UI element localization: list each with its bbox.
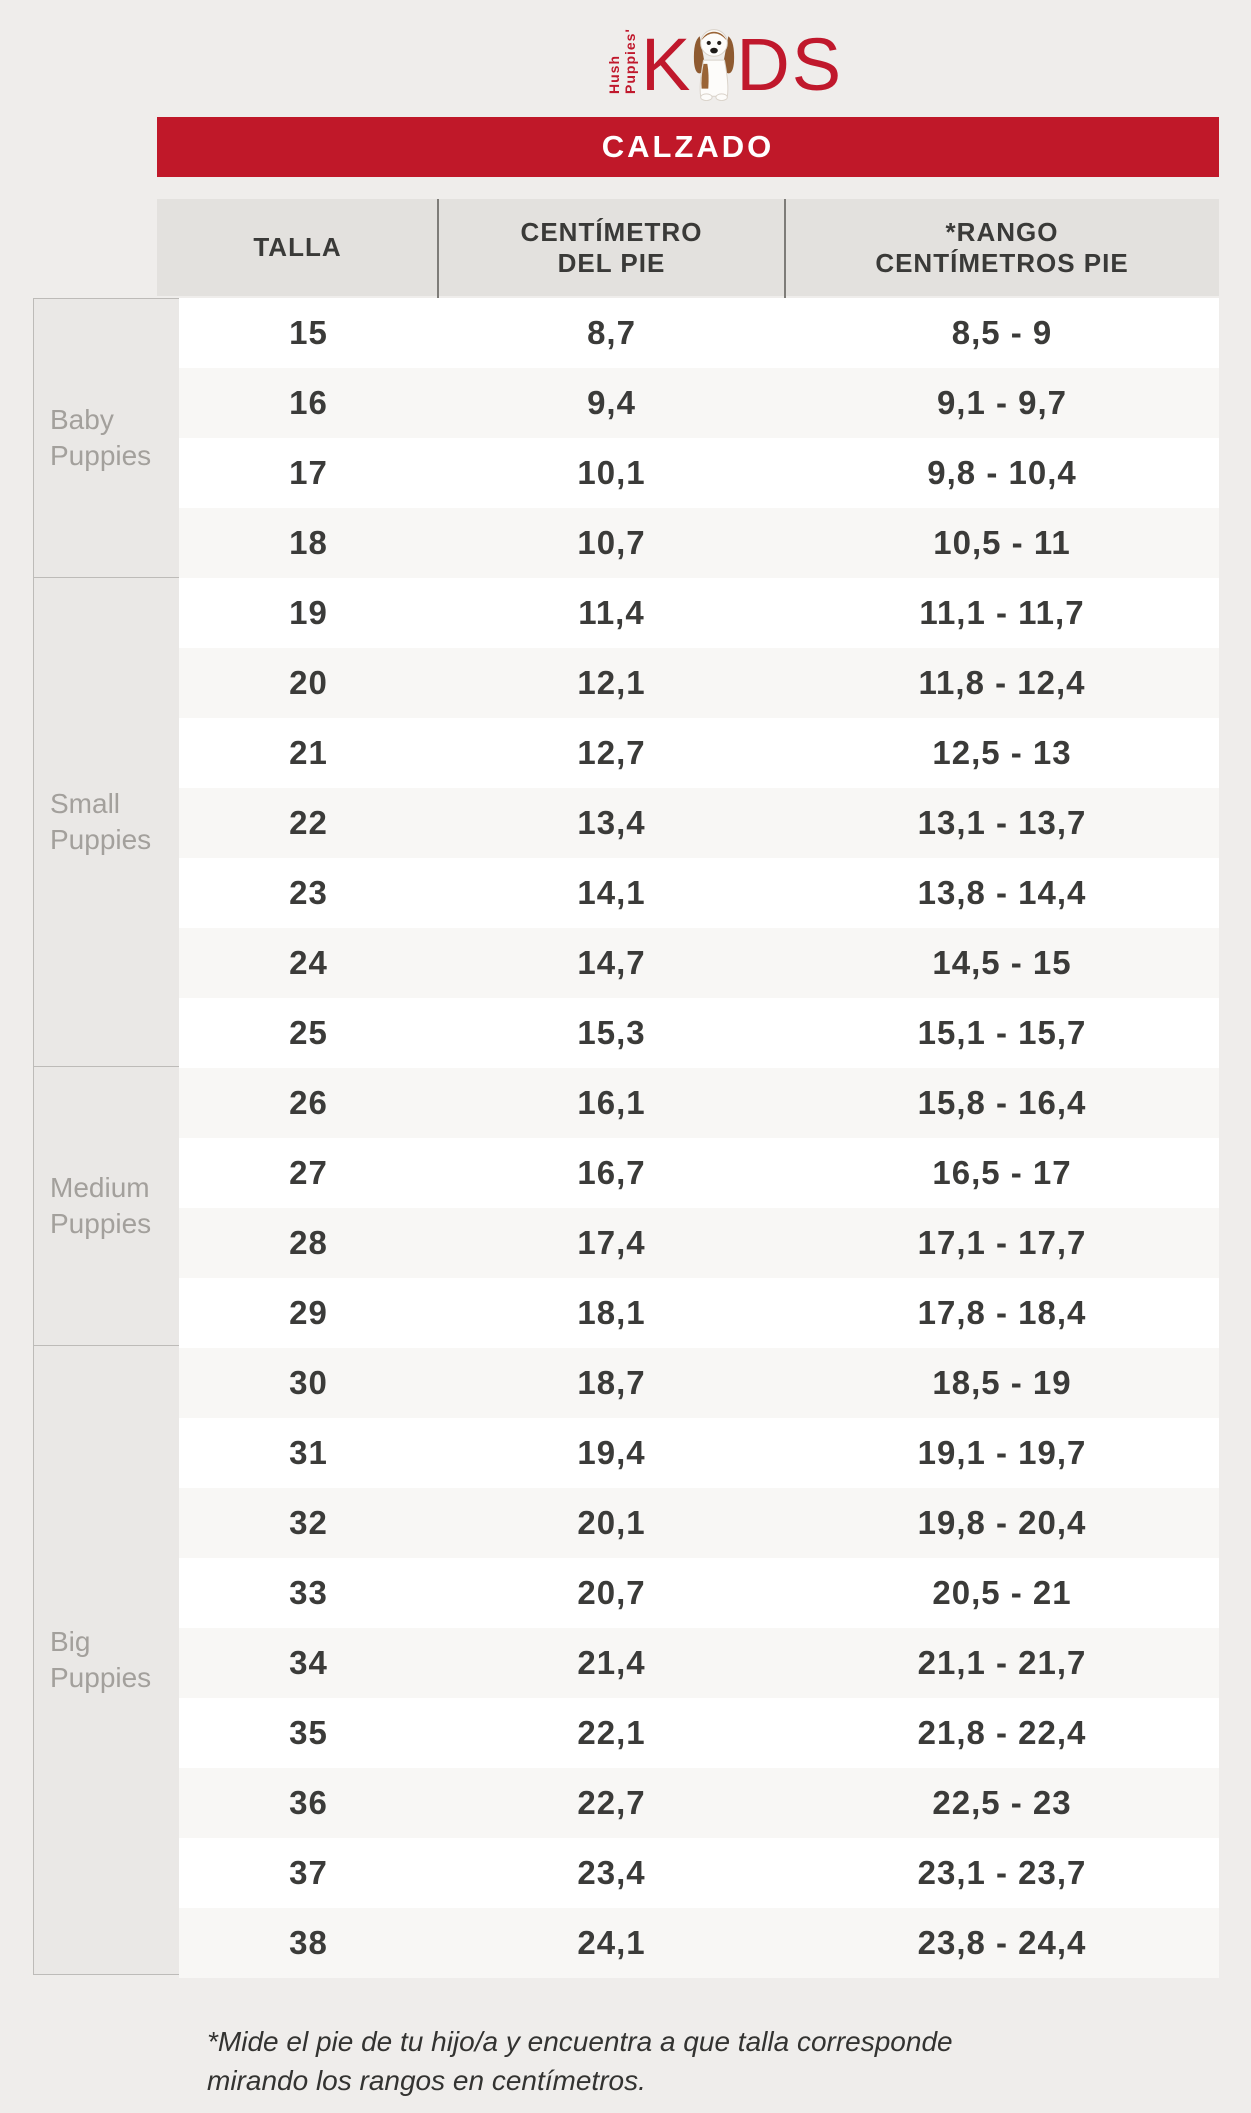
table-row (179, 438, 1219, 508)
footnote-line2: mirando los rangos en centímetros. (207, 2065, 646, 2097)
cm-cell: 13,4 (577, 804, 646, 841)
range-cell: 8,5 - 9 (951, 314, 1053, 351)
group-box (33, 1066, 179, 1346)
size-cell: 19 (289, 594, 328, 631)
range-cell: 17,8 - 18,4 (917, 1294, 1087, 1331)
cm-cell: 16,1 (577, 1084, 646, 1121)
size-cell: 29 (289, 1294, 328, 1331)
logo-letters-ds: DS (736, 22, 844, 106)
cm-cell: 14,1 (577, 874, 646, 911)
header-centimetro-line2: DEL PIE (557, 247, 666, 278)
cm-cell: 21,4 (577, 1644, 646, 1681)
cm-cell: 12,7 (577, 734, 646, 771)
table-row (179, 648, 1219, 718)
cm-cell: 8,7 (587, 314, 636, 351)
size-cell: 24 (289, 944, 328, 981)
table-row (179, 998, 1219, 1068)
group-label-column (33, 298, 179, 1975)
table-row (179, 1488, 1219, 1558)
size-cell: 28 (289, 1224, 328, 1261)
table-row (179, 1768, 1219, 1838)
footnote-line1: *Mide el pie de tu hijo/a y encuentra a que talla corresponde (207, 2026, 953, 2057)
size-cell: 36 (289, 1784, 328, 1821)
table-row (179, 858, 1219, 928)
banner-title: CALZADO (601, 129, 775, 164)
range-cell: 14,5 - 15 (932, 944, 1072, 981)
range-cell: 23,8 - 24,4 (917, 1924, 1087, 1961)
group-box (33, 1345, 179, 1975)
range-cell: 13,1 - 13,7 (917, 804, 1087, 841)
range-cell: 22,5 - 23 (932, 1784, 1072, 1821)
size-cell: 32 (289, 1504, 328, 1541)
table-row (179, 1628, 1219, 1698)
header-centimetro-del-pie (438, 199, 785, 296)
size-cell: 31 (289, 1434, 328, 1471)
cm-cell: 10,7 (577, 524, 646, 561)
cm-cell: 19,4 (577, 1434, 646, 1471)
hush-puppies-kids-logo (606, 14, 844, 106)
range-cell: 11,1 - 11,7 (919, 594, 1085, 631)
size-cell: 34 (289, 1644, 328, 1681)
table-row (179, 1068, 1219, 1138)
table-row (179, 578, 1219, 648)
cm-cell: 20,7 (577, 1574, 646, 1611)
size-cell: 23 (289, 874, 328, 911)
range-cell: 19,1 - 19,7 (917, 1434, 1087, 1471)
range-cell: 15,8 - 16,4 (917, 1084, 1087, 1121)
group-label: Medium Puppies (50, 1171, 152, 1239)
range-cell: 18,5 - 19 (932, 1364, 1072, 1401)
group-label: Baby Puppies (50, 403, 152, 471)
cm-cell: 22,1 (577, 1714, 646, 1751)
range-cell: 17,1 - 17,7 (917, 1224, 1087, 1261)
cm-cell: 18,1 (577, 1294, 646, 1331)
range-cell: 9,8 - 10,4 (927, 454, 1077, 491)
table-header (157, 199, 1219, 296)
group-label: Big Puppies (50, 1625, 152, 1693)
cm-cell: 11,4 (578, 594, 645, 631)
table-row (179, 1348, 1219, 1418)
calzado-banner (157, 117, 1219, 177)
range-cell: 19,8 - 20,4 (917, 1504, 1087, 1541)
table-row (179, 928, 1219, 998)
range-cell: 21,1 - 21,7 (917, 1644, 1087, 1681)
table-row (179, 298, 1219, 368)
size-cell: 20 (289, 664, 328, 701)
cm-cell: 9,4 (587, 384, 636, 421)
table-row (179, 1908, 1219, 1978)
range-cell: 10,5 - 11 (933, 524, 1071, 561)
cm-cell: 15,3 (577, 1014, 646, 1051)
table-row (179, 1838, 1219, 1908)
cm-cell: 18,7 (577, 1364, 646, 1401)
size-cell: 17 (289, 454, 328, 491)
table-row (179, 1138, 1219, 1208)
table-row (179, 508, 1219, 578)
group-box (33, 298, 179, 578)
table-row (179, 788, 1219, 858)
range-cell: 23,1 - 23,7 (917, 1854, 1087, 1891)
table-row (179, 1208, 1219, 1278)
range-cell: 16,5 - 17 (932, 1154, 1072, 1191)
table-row (179, 1418, 1219, 1488)
size-cell: 18 (289, 524, 328, 561)
size-cell: 25 (289, 1014, 328, 1051)
brand-vertical-text: Hush Puppies' (606, 28, 638, 94)
size-cell: 33 (289, 1574, 328, 1611)
cm-cell: 23,4 (577, 1854, 646, 1891)
cm-cell: 20,1 (577, 1504, 646, 1541)
cm-cell: 14,7 (577, 944, 646, 981)
table-row (179, 1698, 1219, 1768)
size-cell: 15 (289, 314, 328, 351)
header-centimetro-line1: CENTÍMETRO (520, 216, 703, 247)
size-cell: 37 (289, 1854, 328, 1891)
logo-letter-k: K (641, 22, 693, 106)
size-cell: 30 (289, 1364, 328, 1401)
footnote (207, 2022, 1107, 2100)
range-cell: 15,1 - 15,7 (917, 1014, 1087, 1051)
size-cell: 22 (289, 804, 328, 841)
range-cell: 21,8 - 22,4 (917, 1714, 1087, 1751)
range-cell: 9,1 - 9,7 (936, 384, 1068, 421)
cm-cell: 16,7 (577, 1154, 646, 1191)
cm-cell: 10,1 (577, 454, 646, 491)
cm-cell: 17,4 (577, 1224, 646, 1261)
header-rango-centimetros (785, 199, 1219, 296)
header-rango-line2: CENTÍMETROS PIE (875, 247, 1129, 278)
range-cell: 12,5 - 13 (932, 734, 1072, 771)
group-label: Small Puppies (50, 787, 152, 855)
size-cell: 26 (289, 1084, 328, 1121)
cm-cell: 22,7 (577, 1784, 646, 1821)
table-body (179, 298, 1219, 1978)
table-row (179, 1278, 1219, 1348)
size-cell: 27 (289, 1154, 328, 1191)
size-cell: 21 (289, 734, 328, 771)
table-row (179, 1558, 1219, 1628)
header-talla (157, 199, 438, 296)
header-talla-label: TALLA (253, 232, 342, 263)
size-cell: 35 (289, 1714, 328, 1751)
table-row (179, 368, 1219, 438)
size-cell: 16 (289, 384, 328, 421)
basset-hound-dog-icon (693, 22, 735, 102)
size-cell: 38 (289, 1924, 328, 1961)
range-cell: 13,8 - 14,4 (917, 874, 1087, 911)
group-box (33, 577, 179, 1067)
header-rango-line1: *RANGO (945, 216, 1059, 247)
range-cell: 11,8 - 12,4 (918, 664, 1086, 701)
table-row (179, 718, 1219, 788)
range-cell: 20,5 - 21 (932, 1574, 1072, 1611)
cm-cell: 12,1 (577, 664, 646, 701)
cm-cell: 24,1 (577, 1924, 646, 1961)
